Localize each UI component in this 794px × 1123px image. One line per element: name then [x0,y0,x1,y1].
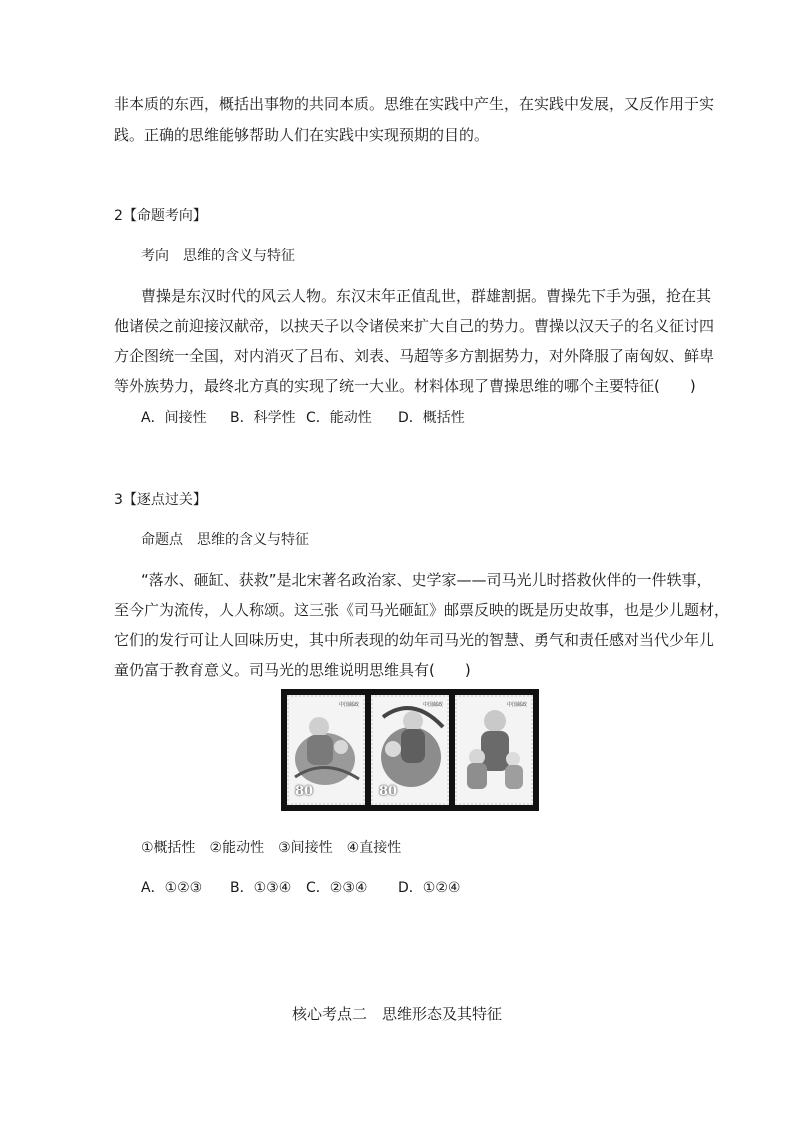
section3-option-d: D．①②④ [398,880,461,896]
section3-option-a: A．①②③ [141,880,203,896]
section2-option-d: D．概括性 [398,410,465,426]
section3-body-2: 至今广为流传，人人称颂。这三张《司马光砸缸》邮票反映的既是历史故事，也是少儿题材， [114,601,730,619]
stamp-2-country: 中国邮政 [422,702,443,708]
intro-line-1: 非本质的东西，概括出事物的共同本质。思维在实践中产生，在实践中发展，又反作用于实 [114,95,715,113]
section3-heading: 3【逐点过关】 [114,492,207,508]
section2-option-b: B．科学性 [230,410,296,426]
section2-option-c: C．能动性 [306,410,372,426]
stamp-1-country: 中国邮政 [338,702,359,708]
stamp-1 [287,695,365,805]
section2-body-3: 方企图统一全国，对内消灭了吕布、刘表、马超等多方割据势力，对外降服了南匈奴、鲜卑 [114,347,715,365]
section2-option-a: A．间接性 [141,410,207,426]
section3-topic: 命题点 思维的含义与特征 [141,532,309,548]
section3-statements: ①概括性 ②能动性 ③间接性 ④直接性 [141,840,402,856]
stamp-1-denomination: 80 [295,784,314,799]
stamp-2-denomination: 80 [379,784,398,799]
section3-option-c: C．②③④ [306,880,368,896]
section3-option-b: B．①③④ [230,880,292,896]
stamp-2 [371,695,449,805]
section3-body-1: “落水、砸缸、获救”是北宋著名政治家、史学家——司马光儿时搭救伙伴的一件轶事， [141,571,712,589]
footer-section-title: 核心考点二 思维形态及其特征 [291,1005,502,1023]
sima-guang-stamps-image [281,689,539,811]
section2-body-2: 他诸侯之前迎接汉献帝，以挟天子以令诸侯来扩大自己的势力。曹操以汉天子的名义征讨四 [114,317,715,335]
intro-line-2: 践。正确的思维能够帮助人们在实践中实现预期的目的。 [114,126,490,144]
section2-heading: 2【命题考向】 [114,208,207,224]
section2-topic: 考向 思维的含义与特征 [141,248,295,264]
stamp-3 [455,695,533,805]
section2-body-4: 等外族势力，最终北方真的实现了统一大业。材料体现了曹操思维的哪个主要特征( ) [114,377,696,395]
section2-body-1: 曹操是东汉时代的风云人物。东汉末年正值乱世，群雄割据。曹操先下手为强，抢在其 [141,287,712,305]
section3-body-4: 童仍富于教育意义。司马光的思维说明思维具有( ) [114,661,471,679]
section3-body-3: 它们的发行可让人回味历史，其中所表现的幼年司马光的智慧、勇气和责任感对当代少年儿 [114,631,715,649]
stamp-3-country: 中国邮政 [506,702,527,708]
